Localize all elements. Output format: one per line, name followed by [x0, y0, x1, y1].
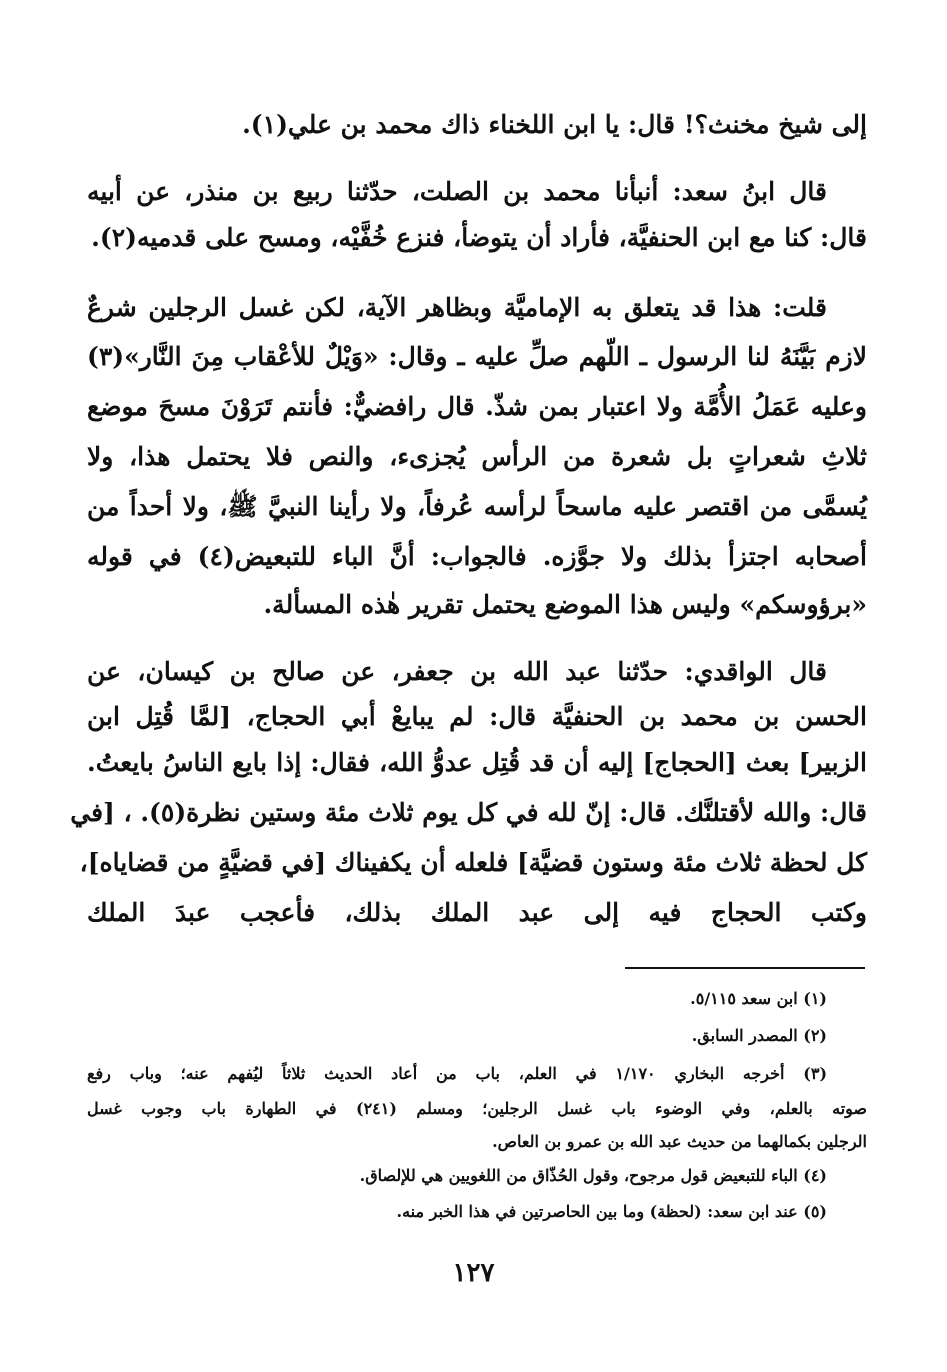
body-line-14: قال: والله لأقتلنَّك. قال: إنّ لله في كل يوم ثلاث مئة وستين نظرة(٥). ، [في: [70, 798, 867, 827]
footnote-3: (٣) أخرجه البخاري ١/١٧٠ في العلم، باب من أعاد الحديث ثلاثاً ليُفهم عنه؛ وباب رفع: [87, 1064, 828, 1083]
body-line-6: وعليه عَمَلُ الأُمَّة ولا اعتبار بمن شذّ. قال رافضيٌّ: فأنتم تَرَوْنَ مسحَ موضع: [87, 392, 867, 421]
footnote-5: (٥) عند ابن سعد: (لحظة) وما بين الحاصرتين في هذا الخبر منه.: [396, 1202, 827, 1221]
footnote-separator: [625, 967, 865, 969]
body-line-16: وكتب الحجاج فيه إلى عبد الملك بذلك، فأعجب عبدَ الملك: [87, 898, 867, 927]
body-line-10: «برؤوسكم» وليس هذا الموضع يحتمل تقرير هٰذه المسألة.: [263, 590, 867, 619]
footnote-2: (٢) المصدر السابق.: [691, 1026, 827, 1045]
body-line-8: يُسمَّى من اقتصر عليه ماسحاً لرأسه عُرفاً، ولا رأينا النبيَّ ﷺ، ولا أحداً من: [87, 492, 867, 521]
footnote-4: (٤) الباء للتبعيض قول مرجوح، وقول الحُذّاق من اللغويين هي للإلصاق.: [359, 1166, 827, 1185]
footnote-1: (١) ابن سعد ٥/١١٥.: [690, 989, 827, 1008]
footnote-3-cont-1: صوته بالعلم، وفي الوضوء باب غسل الرجلين؛ ومسلم (٢٤١) في الطهارة باب وجوب غسل: [87, 1099, 867, 1118]
body-line-7: ثلاثِ شعراتٍ بل شعرة من الرأس يُجزىء، والنص فلا يحتمل هذا، ولا: [87, 442, 867, 471]
body-line-3: قال: كنا مع ابن الحنفيَّة، فأراد أن يتوضأ، فنزع خُفَّيْه، ومسح على قدميه(٢).: [91, 223, 867, 252]
body-line-12: الحسن بن محمد بن الحنفيَّة قال: لم يبايعْ أبي الحجاج، [لمَّا قُتِل ابن: [87, 702, 867, 731]
body-line-11: قال الواقدي: حدّثنا عبد الله بن جعفر، عن صالح بن كيسان، عن: [87, 657, 827, 686]
body-line-4: قلت: هذا قد يتعلق به الإماميَّة وبظاهر الآية، لكن غسل الرجلين شرعٌ: [87, 293, 827, 322]
body-line-15: كل لحظة ثلاث مئة وستون قضيَّة] فلعله أن يكفيناك [في قضيَّةٍ من قضاياه]،: [79, 848, 867, 877]
footnote-3-cont-2: الرجلين بكمالهما من حديث عبد الله بن عمرو بن العاص.: [492, 1132, 867, 1151]
body-line-9: أصحابه اجتزأ بذلك ولا جوَّزه. فالجواب: أنَّ الباء للتبعيض(٤) في قوله: [87, 542, 867, 571]
body-line-5: لازم بَيَّنَهُ لنا الرسول ـ اللّهم صلِّ عليه ـ وقال: «وَيْلٌ للأعْقاب مِنَ النَّار»(٣): [87, 342, 868, 371]
body-line-13: الزبير] بعث [الحجاج] إليه أن قد قُتِل عدوُّ الله، فقال: إذا بايع الناسُ بايعتُ.: [87, 748, 867, 777]
body-line-1: إلى شيخ مخنث؟! قال: يا ابن اللخناء ذاك محمد بن علي(١).: [242, 110, 867, 139]
body-line-2: قال ابنُ سعد: أنبأنا محمد بن الصلت، حدّثنا ربيع بن منذر، عن أبيه: [87, 177, 827, 206]
page-number: ١٢٧: [452, 1258, 495, 1288]
